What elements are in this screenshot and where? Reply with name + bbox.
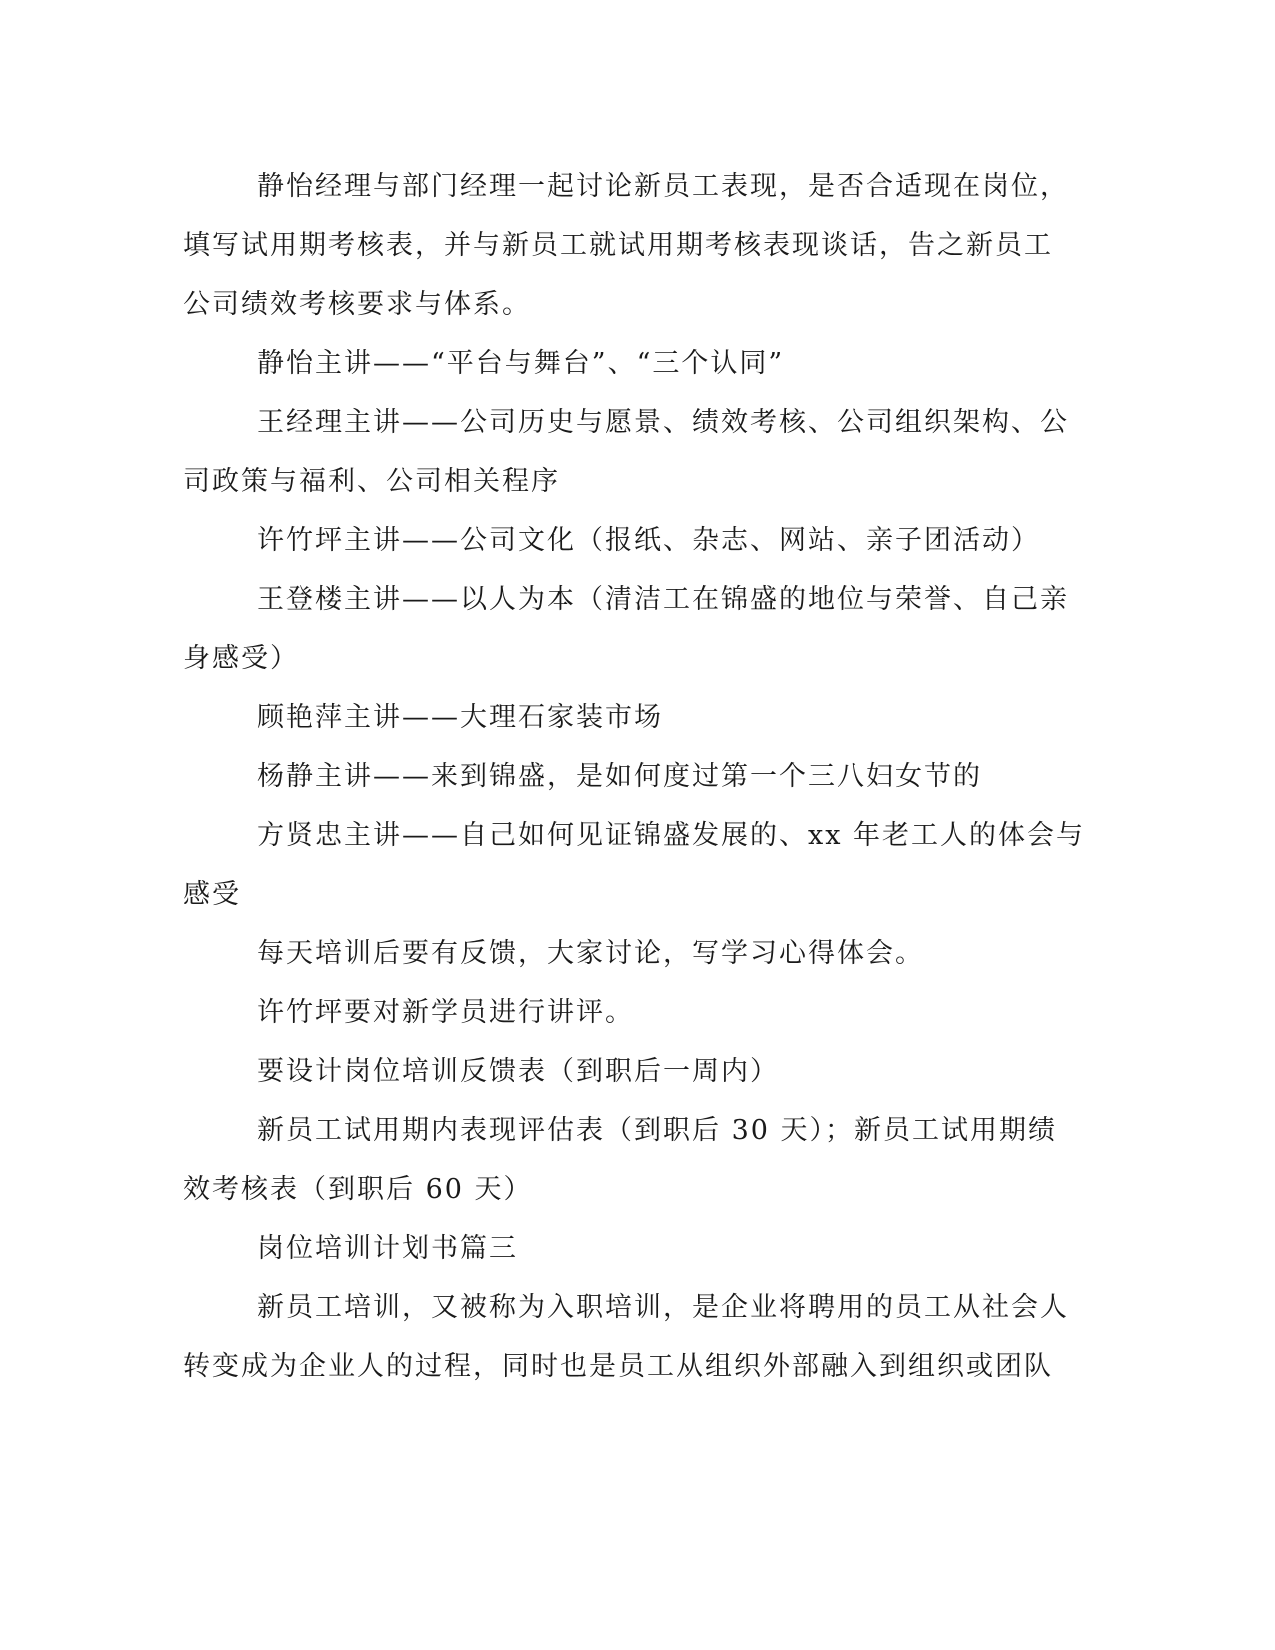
paragraph-line: 感受	[183, 879, 241, 910]
paragraph-line: 顾艳萍主讲——大理石家装市场	[257, 702, 663, 733]
paragraph-line: 司政策与福利、公司相关程序	[183, 466, 560, 497]
section-heading: 岗位培训计划书篇三	[257, 1233, 518, 1264]
paragraph-line: 许竹坪主讲——公司文化（报纸、杂志、网站、亲子团活动）	[257, 525, 1040, 556]
paragraph-line: 新员工试用期内表现评估表（到职后 30 天）；新员工试用期绩	[257, 1115, 1058, 1146]
paragraph-line: 要设计岗位培训反馈表（到职后一周内）	[257, 1056, 779, 1087]
paragraph-line: 静怡经理与部门经理一起讨论新员工表现，是否合适现在岗位，	[257, 171, 1069, 202]
paragraph-line: 每天培训后要有反馈，大家讨论，写学习心得体会。	[257, 938, 924, 969]
paragraph-line: 效考核表（到职后 60 天）	[183, 1174, 533, 1205]
paragraph-line: 方贤忠主讲——自己如何见证锦盛发展的、xx 年老工人的体会与	[257, 820, 1086, 851]
paragraph-line: 公司绩效考核要求与体系。	[183, 289, 531, 320]
paragraph-line: 王经理主讲——公司历史与愿景、绩效考核、公司组织架构、公	[257, 407, 1069, 438]
paragraph-line: 新员工培训，又被称为入职培训，是企业将聘用的员工从社会人	[257, 1292, 1069, 1323]
paragraph-line: 杨静主讲——来到锦盛，是如何度过第一个三八妇女节的	[257, 761, 982, 792]
paragraph-line: 静怡主讲——“平台与舞台”、“三个认同”	[257, 348, 785, 379]
paragraph-line: 转变成为企业人的过程，同时也是员工从组织外部融入到组织或团队	[183, 1351, 1053, 1382]
paragraph-line: 填写试用期考核表，并与新员工就试用期考核表现谈话，告之新员工	[183, 230, 1053, 261]
document-body	[183, 157, 1086, 1396]
paragraph-line: 许竹坪要对新学员进行讲评。	[257, 997, 634, 1028]
paragraph-line: 身感受）	[183, 643, 299, 674]
paragraph-line: 王登楼主讲——以人为本（清洁工在锦盛的地位与荣誉、自己亲	[257, 584, 1069, 615]
